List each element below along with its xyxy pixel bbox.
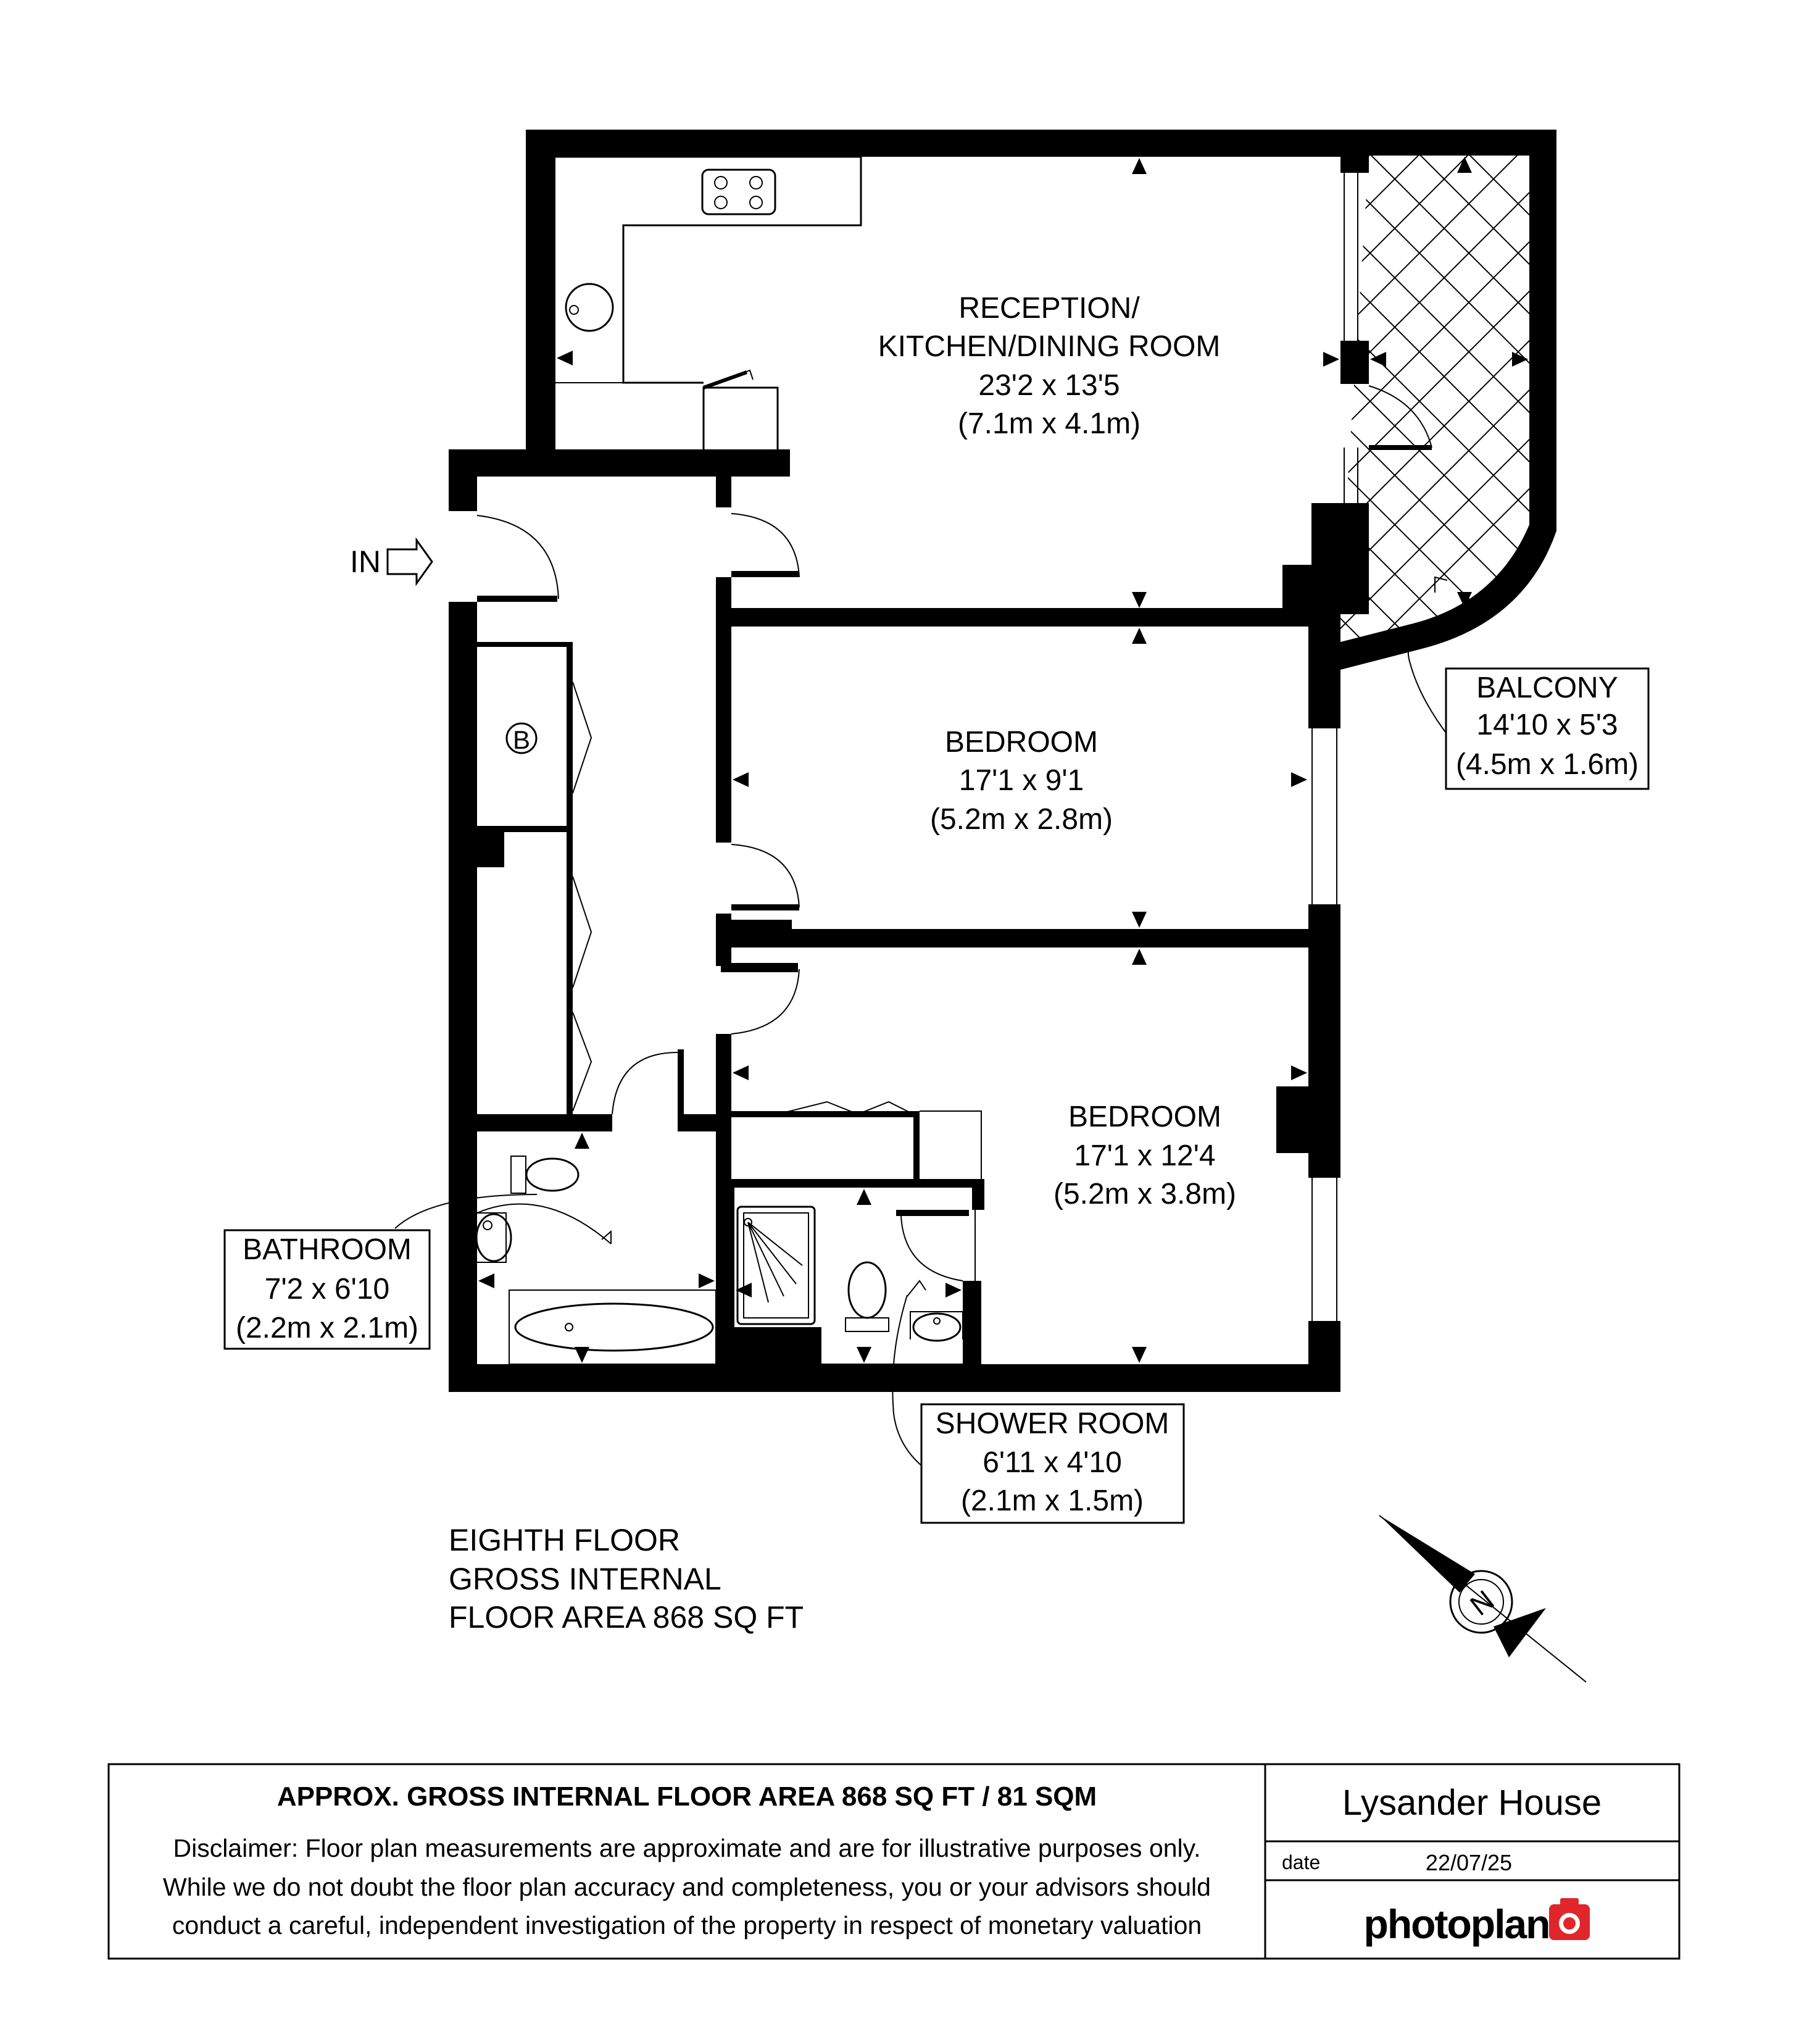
bedroom1-imperial: 17'1 x 9'1 <box>958 764 1084 797</box>
balcony-metric: (4.5m x 1.6m) <box>1455 748 1639 781</box>
compass-label: N <box>1464 1583 1500 1622</box>
shower-name: SHOWER ROOM <box>935 1407 1170 1440</box>
date-value: 22/07/25 <box>1425 1850 1513 1875</box>
bath-icon <box>515 1304 713 1351</box>
shower-toilet-icon <box>849 1262 886 1318</box>
boiler-label: B <box>512 725 531 754</box>
bedroom2-imperial: 17'1 x 12'4 <box>1074 1139 1216 1172</box>
entrance-marker <box>350 540 432 583</box>
camera-icon <box>1549 1898 1590 1940</box>
area-heading: APPROX. GROSS INTERNAL FLOOR AREA 868 SQ FT / 81 SQM <box>276 1781 1097 1812</box>
bathroom-imperial: 7'2 x 6'10 <box>264 1273 390 1306</box>
balcony-name: BALCONY <box>1476 672 1618 704</box>
reception-name-line2: KITCHEN/DINING ROOM <box>878 330 1221 363</box>
date-label: date <box>1282 1851 1321 1873</box>
entrance-door-swing <box>477 515 559 599</box>
logo-text: photoplan <box>1363 1901 1550 1947</box>
bedroom1-name: BEDROOM <box>944 726 1099 759</box>
bedroom2-metric: (5.2m x 3.8m) <box>1053 1178 1237 1210</box>
property-name: Lysander House <box>1342 1783 1602 1823</box>
shower-imperial: 6'11 x 4'10 <box>983 1446 1122 1479</box>
bedroom2-name: BEDROOM <box>1068 1101 1222 1133</box>
compass <box>1379 1515 1586 1682</box>
footer <box>109 1764 1679 1959</box>
room-labels <box>225 292 1648 1523</box>
floor-info <box>449 1523 804 1635</box>
shower-metric: (2.1m x 1.5m) <box>960 1485 1144 1517</box>
disclaimer-line3: conduct a careful, independent investigation of the property in respect of monetary valuation <box>172 1911 1202 1939</box>
kitchen-sink-icon <box>566 284 613 331</box>
bathroom-toilet-icon <box>526 1159 578 1191</box>
floor-info-line3: FLOOR AREA 868 SQ FT <box>449 1600 804 1635</box>
photoplan-logo <box>1364 1898 1590 1947</box>
floor-info-line2: GROSS INTERNAL <box>449 1562 721 1596</box>
reception-metric: (7.1m x 4.1m) <box>957 407 1141 440</box>
bathroom-metric: (2.2m x 2.1m) <box>235 1312 419 1344</box>
entrance-label: IN <box>350 544 381 579</box>
floor-info-line1: EIGHTH FLOOR <box>449 1523 681 1557</box>
reception-name-line1: RECEPTION/ <box>958 292 1140 325</box>
disclaimer-line1: Disclaimer: Floor plan measurements are approximate and are for illustrative purposes only. <box>173 1834 1201 1862</box>
balcony-imperial: 14'10 x 5'3 <box>1476 709 1618 741</box>
bathroom-name: BATHROOM <box>243 1233 412 1266</box>
bedroom1-metric: (5.2m x 2.8m) <box>929 803 1113 836</box>
hob-icon <box>702 170 775 214</box>
disclaimer-line2: While we do not doubt the floor plan accuracy and completeness, you or your advisors should <box>163 1873 1211 1901</box>
reception-imperial: 23'2 x 13'5 <box>978 369 1120 402</box>
